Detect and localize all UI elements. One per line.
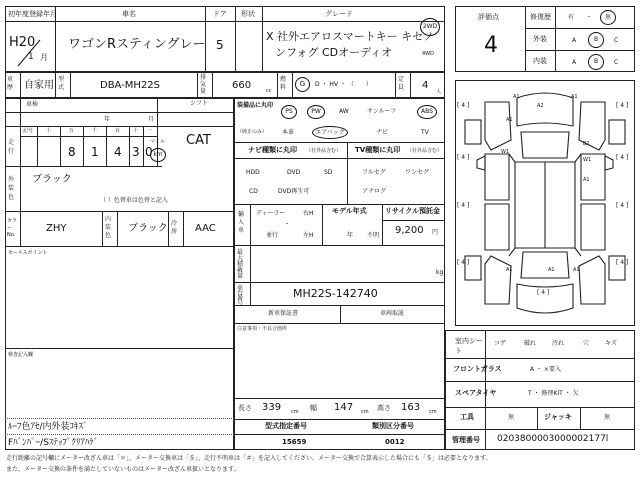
displacement-label: 排気量: [200, 74, 207, 95]
interior-color: ブラック: [128, 223, 168, 234]
navi-type-note: （社外品含む）: [306, 148, 342, 154]
repair-dot: ・: [586, 14, 593, 21]
color-change-note: （ ）色替車は色替と記入: [100, 197, 168, 204]
interior-color-label: 内装色: [105, 216, 112, 239]
tv-oneseg: ワンセグ: [405, 169, 430, 176]
drive-4wd: 4WD: [422, 51, 434, 57]
mileage-digit-3: 4: [114, 145, 122, 159]
spare-tire-status: T ・ 修理KIT ・ 欠: [528, 390, 579, 397]
model-code: DBA-MH22S: [100, 80, 161, 91]
equipment-leather: 本革: [282, 129, 295, 136]
diagram-bracket-lower-right: [ 4 ]: [616, 202, 629, 209]
door-count: 5: [216, 38, 224, 52]
person-unit: 人: [436, 89, 442, 95]
model-year-unknown: 不明: [367, 232, 380, 239]
damage-mark-rear-bumper-left: A1: [506, 267, 513, 273]
mileage-digit-1: 8: [68, 145, 76, 159]
damage-mark-rear-bumper-right: A1: [573, 267, 580, 273]
diagram-bracket-bottom-center: [ 4 ]: [537, 289, 550, 296]
equipment-ps-circled: PS: [281, 105, 297, 119]
grade-line-2: ンフォグ CDオーディオ: [275, 46, 393, 59]
import-dealer: ディーラー: [256, 210, 286, 217]
mileage-digit-4: 3: [132, 145, 140, 159]
tv-type-note: （社外品含む）: [407, 148, 443, 154]
grade-label: グレード: [325, 10, 353, 18]
diagram-bracket-bottom-right: [ 4 ]: [616, 259, 629, 266]
width-unit: cm: [361, 409, 369, 415]
import-dot: ・: [284, 221, 291, 228]
equipment-aw: AW: [339, 108, 349, 115]
model-year-label: モデル年式: [332, 207, 367, 215]
spec-row: [5, 72, 445, 98]
exterior-color: ブラック: [32, 174, 72, 185]
place-5: 十: [133, 128, 139, 134]
model-label: 型式: [58, 76, 65, 91]
seat-burn: コゲ: [494, 340, 507, 347]
grade-line-1: X 社外エアロスマートキー キセノ: [266, 30, 435, 43]
equipment-airbag-circled: エアバッグ: [312, 126, 348, 139]
jack-label: ジャッキ: [544, 413, 572, 421]
damage-mark-front-bumper-right: A1: [571, 94, 578, 100]
damage-mark-hood: A2: [537, 103, 544, 109]
registration-type: 自家用: [24, 80, 54, 91]
equipment-abs-circled: ABS: [417, 105, 437, 119]
windshield-label: フロントガラス: [453, 365, 502, 373]
shift-value: CAT: [186, 133, 211, 148]
drive-2wd-circled: 2WD: [420, 18, 440, 36]
left-hand-drive: 左H: [303, 232, 314, 239]
equipment-title: 装備品に丸印: [237, 102, 274, 109]
kg-unit: kg: [436, 269, 444, 276]
footer-note-2: また、メーター交換の条件を満たしていないものはメーター改ざん車扱いとなります。: [6, 466, 240, 473]
windshield-status: A ・ ×要入: [530, 366, 561, 373]
tv-fullseg: フルセグ: [362, 169, 386, 176]
damage-mark-fender-left: A1: [506, 117, 513, 123]
navi-sd: SD: [324, 169, 333, 176]
jack-value: 無: [604, 414, 611, 421]
inspection-year-unit: 年: [104, 116, 111, 123]
mile-unit: マイル: [150, 139, 165, 145]
interior-grade-a: A: [572, 59, 577, 66]
exterior-color-label: 外装色: [8, 176, 15, 201]
km-unit-circled: km: [150, 148, 166, 162]
management-number: 0203800003000002177l: [497, 434, 609, 444]
exterior-grade-a: A: [572, 37, 577, 44]
registration-year: H20: [9, 35, 36, 50]
fuel-label: 燃料: [280, 76, 287, 91]
recycle-deposit: 9,200: [395, 225, 424, 236]
type-certification-label: 型式指定番号: [265, 422, 307, 430]
height-label: 高さ: [377, 404, 391, 412]
damage-mark-front-door-right: W1: [583, 157, 592, 163]
length-unit: cm: [291, 409, 299, 415]
seat-tear: 破れ: [524, 340, 537, 347]
import-label: 輸入車: [238, 211, 245, 234]
color-no-label: カラーNo.: [7, 218, 18, 238]
place-4: 百: [115, 128, 121, 134]
import-parallel: 並行: [266, 232, 279, 239]
tv-analog: アナログ: [362, 188, 387, 195]
damage-mark-rear-door-right: A1: [583, 177, 590, 183]
seat-scratch: キズ: [605, 340, 617, 347]
fuel-gasoline-circled: G: [295, 77, 310, 92]
color-no: ZHY: [46, 223, 67, 234]
mileage-symbol-label: 記号: [23, 128, 34, 134]
navi-type-title: ナビ種類に丸印: [248, 146, 297, 154]
type-certification: 15659: [282, 438, 307, 446]
car-name-label: 車名: [122, 10, 136, 18]
yen-unit: 円: [432, 229, 439, 236]
month-unit: 月: [40, 53, 48, 62]
fuel-options: D ・ HV ・ （ ）: [315, 81, 372, 88]
management-number-label: 管理番号: [452, 436, 480, 444]
new-car-warranty: 新車保証書: [268, 310, 299, 317]
equipment-sunroof: サンルーフ: [367, 108, 397, 115]
exterior-grade-label: 外装: [533, 35, 547, 43]
repair-yes: 有: [568, 14, 575, 21]
capacity-label: 定員: [398, 76, 405, 91]
sales-point-label: セールスポイント: [8, 250, 48, 256]
length-label: 長さ: [238, 404, 252, 412]
capacity: 4: [422, 80, 429, 91]
registration-month: 1: [28, 52, 34, 62]
exterior-grade-b-circled: B: [588, 32, 604, 48]
shape-label: 形状: [241, 10, 255, 18]
seat-hole: 穴: [583, 340, 590, 347]
recycle-deposit-label: リサイクル預託金: [385, 207, 441, 215]
notes-defects-label: 注意事項・不具合箇所: [237, 326, 288, 332]
place-1: 十: [46, 128, 52, 134]
cc-unit: cc: [266, 88, 272, 94]
diagram-bracket-mid-left: [ 4 ]: [457, 154, 470, 161]
first-registration-label: 初年度登録年月: [8, 10, 57, 18]
damage-mark-front-bumper-left: A1: [513, 94, 520, 100]
chassis-number-label: 車台番号: [237, 285, 244, 307]
place-3: 千: [92, 128, 98, 134]
equipment-tv: TV: [421, 129, 429, 136]
height-unit: cm: [429, 409, 437, 415]
place-2: 万: [69, 128, 75, 134]
equipment-pw-circled: PW: [307, 105, 325, 119]
seat-stain: 汚れ: [552, 340, 565, 347]
exterior-grade-c: C: [614, 37, 619, 44]
shift-label: シフト: [190, 100, 209, 107]
height: 163: [401, 402, 421, 413]
inspection-month-unit: 月: [148, 116, 155, 123]
tools-label: 工具: [460, 413, 474, 421]
diagram-bracket-top-left: [ 4 ]: [457, 102, 470, 109]
registration-type-label: 車歴: [7, 76, 14, 91]
vehicle-manual: 車両取説: [380, 310, 405, 317]
inspection-label: 車検: [26, 101, 39, 108]
chassis-number: MH22S-142740: [293, 287, 378, 300]
cooler-label: 冷房: [171, 220, 178, 235]
tools-value: 無: [508, 414, 515, 421]
classification: 0012: [385, 438, 405, 446]
cooler-type: AAC: [195, 223, 216, 234]
right-hand-drive: 右H: [303, 210, 314, 217]
width-label: 幅: [310, 404, 317, 412]
mileage-digit-5: 0: [145, 145, 153, 159]
diagram-bracket-bottom-left: [ 4 ]: [457, 259, 470, 266]
navi-dvd-playback: DVD再生可: [278, 188, 310, 195]
interior-seat-label: 室内シート: [455, 337, 483, 355]
travel-label: 走行: [8, 139, 15, 155]
spare-tire-label: スペアタイヤ: [455, 389, 497, 397]
navi-cd: CD: [249, 188, 258, 195]
car-name: ワゴンRスティングレー: [68, 37, 206, 52]
score-label: 評価点: [478, 13, 499, 21]
footer-note-1: 走行距離の記号欄にメーター改ざん車は「＊」、メーター交換車は「＄」、走行不明車は「＃」を記入してください。メーター交換で合算表示した場合にも「＄」は必要となります。: [6, 455, 492, 462]
mileage-digit-2: 1: [91, 145, 99, 159]
date-slash: [14, 38, 44, 68]
max-load-label: 最大積載量: [237, 249, 244, 280]
tv-type-title: TV種類に丸印: [355, 146, 401, 154]
equipment-navi: ナビ: [376, 129, 389, 136]
damage-mark-rear-bumper-center: A1: [548, 267, 555, 273]
displacement: 660: [232, 80, 252, 91]
repair-history-label: 修復歴: [530, 13, 551, 21]
navi-hdd: HDD: [246, 169, 260, 176]
width: 147: [334, 402, 354, 413]
diagram-bracket-lower-left: [ 4 ]: [457, 202, 470, 209]
interior-grade-b-circled: B: [588, 54, 604, 70]
door-label: ドア: [213, 10, 227, 18]
equipment-subtitle: （純正のみ）: [237, 129, 268, 135]
damage-mark-front-door-left: W1: [501, 149, 510, 155]
repair-none-circled: 無: [600, 10, 616, 25]
place-6: 一: [147, 128, 153, 134]
model-year-unit: 年: [347, 232, 354, 239]
interior-grade-label: 内装: [533, 57, 547, 65]
damage-mark-fender-right: B2: [583, 141, 590, 147]
inspector-notes-label: 検査記入欄: [8, 352, 34, 358]
classification-label: 類別区分番号: [372, 422, 414, 430]
interior-grade-c: C: [614, 59, 619, 66]
inspector-note-2: Fﾊﾞﾝﾊﾟｰ/Sｽﾃｯﾌﾟｸﾘｱﾊｹﾞ: [8, 438, 99, 448]
overall-score: 4: [484, 33, 498, 58]
diagram-bracket-top-right: [ 4 ]: [616, 102, 629, 109]
diagram-bracket-mid-right: [ 4 ]: [616, 154, 629, 161]
inspector-note-1: ﾙｰﾌ色ｱｾ/内外装ｺｷｽﾞ: [8, 422, 88, 432]
navi-dvd: DVD: [287, 169, 301, 176]
length: 339: [262, 402, 282, 413]
